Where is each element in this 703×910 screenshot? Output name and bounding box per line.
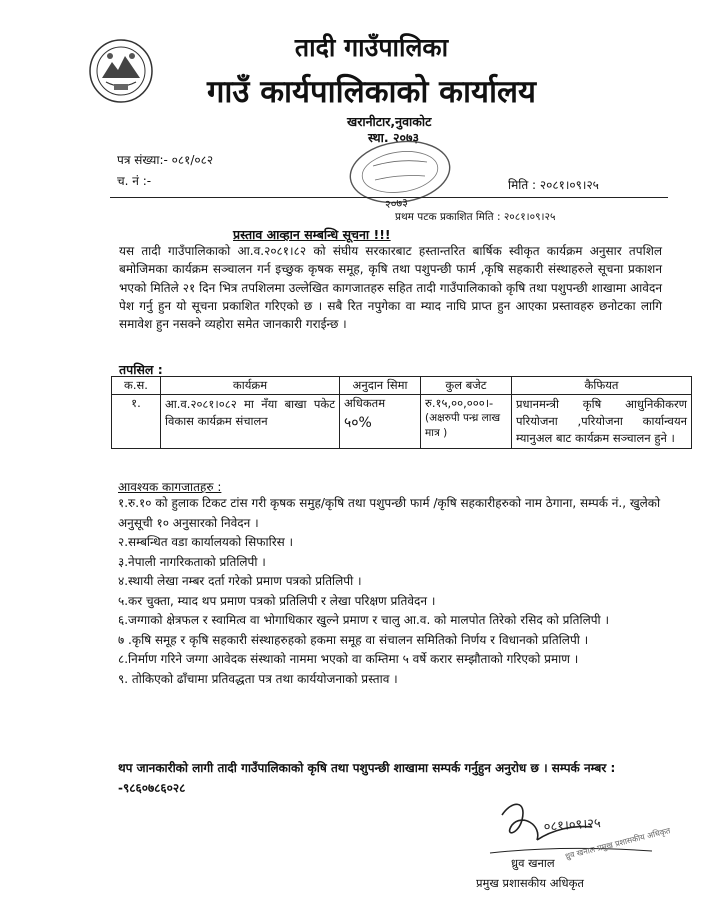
list-item: ८.निर्माण गरिने जग्गा आवेदक संस्थाको नाममा भएको वा कम्तिमा ५ वर्षे करार सम्झौताको गरिएको प्रमाण ।: [118, 652, 579, 666]
table-header: अनुदान सिमा: [340, 377, 421, 395]
first-published-date: प्रथम पटक प्रकाशित मिति : २०८१।०९।२५: [395, 211, 556, 223]
row-program: आ.व.२०८१।०८२ मा नँया बाखा पकेट विकास कार्यक्रम संचालन: [161, 395, 340, 449]
budget-amount: रु.१५,००,०००।-: [425, 396, 494, 410]
list-item: ३.नेपाली नागरिकताको प्रतिलिपी ।: [118, 554, 266, 569]
notice-body: यस तादी गाउँपालिकाको आ.व.२०८१।८२ को संघीय सरकारबाट हस्तान्तरित बार्षिक स्वीकृत कार्यक्रम अनुसार तपशिल बमोजिमका कार्यक्रम सञ्चालन गर्न इच्छुक कृषक समूह, कृषि तथा पशुपन्छी फार्म ,कृषि सहकारी संस्थाहरुले सूचना प्रकाशन भएको मितिले २१ दिन भित्र तपशिलमा उल्लेखित कागजातहरु सहित तादी गाउँपालिकाको कृषि तथा पशुपन्छी शाखामा आवेदन पेश गर्नु हुन यो सूचना प्रकाशित गरिएको छ । सबै रित नपुगेका वा म्याद नाघि प्राप्त हुन आएका प्रस्तावहरु छनोटका लागि समावेश हुन नसक्ने व्यहोरा समेत जानकारी गराईन्छ ।: [119, 244, 662, 332]
established-year: स्था. २०७३: [368, 130, 419, 145]
row-serial: १.: [112, 395, 161, 449]
signatory-name: ध्रुव खनाल: [511, 856, 555, 870]
municipality-name: तादी गाउँपालिका: [294, 33, 449, 62]
list-item: ५.कर चुक्ता, म्याद थप प्रमाण पत्रको प्रतिलिपी र लेखा परिक्षण प्रतिवेदन ।: [118, 593, 436, 608]
table-row: [112, 395, 692, 449]
signature-date: ०८१।०९।२५: [543, 816, 602, 835]
row-remarks: प्रधानमन्त्री कृषि आधुनिकीकरण परियोजना ,परियोजना कार्यान्वयन म्यानुअल बाट कार्यक्रम सञ्चालन हुने ।: [512, 395, 692, 449]
office-name: गाउँ कार्यपालिकाको कार्यालय: [206, 74, 537, 110]
list-item: १.रु.१० को हुलाक टिकट टांस गरी कृषक समुह/कृषि तथा पशुपन्छी फार्म /कृषि सहकारीहरुको नाम ठेगाना, सम्पर्क नं., खुलेको अनुसूची १० अनुसारको निवेदन ।: [118, 496, 661, 530]
program-table: [111, 376, 692, 449]
contact-note: थप जानकारीको लागी तादी गाउँपालिकाको कृषि तथा पशुपन्छी शाखामा सम्पर्क गर्नुहुन अनुरोध छ । सम्पर्क नम्बर : -९८६०७८६०२८: [118, 761, 616, 795]
header-divider: [110, 197, 668, 198]
office-address: खरानीटार,नुवाकोट: [347, 114, 432, 129]
subsidy-value: ५०%: [344, 415, 372, 431]
row-budget: [421, 395, 512, 449]
row-subsidy: [340, 395, 421, 449]
stamp-text: ध्रुव खनाल प्रमुख प्रशासकीय अधिकृत: [564, 826, 670, 861]
notice-subject: प्रस्ताव आव्हान सम्बन्धि सूचना !!!: [233, 227, 391, 242]
reference-number: पत्र संख्या:- ०८१/०८२: [117, 153, 214, 167]
signatory-title: प्रमुख प्रशासकीय अधिकृत: [476, 876, 584, 890]
table-header: कुल बजेट: [421, 377, 512, 395]
list-item: ७ .कृषि समूह र कृषि सहकारी संस्थाहरुहको हकमा समूह वा संचालन समितिको निर्णय र विधानको प्रतिलिपी ।: [118, 632, 589, 647]
documents-list: [118, 494, 663, 689]
list-item: ६.जग्गाको क्षेत्रफल र स्वामित्व वा भोगाधिकार खुल्ने प्रमाण र चालु आ.व. को मालपोत तिरेको रसिद को प्रतिलिपी ।: [118, 613, 609, 627]
signature-icon: [482, 795, 670, 863]
list-item: ९. तोकिएको ढाँचामा प्रतिवद्धता पत्र तथा कार्ययोजनाको प्रस्ताव ।: [118, 671, 398, 686]
budget-in-words: (अक्षरुपी पन्ध्र लाख मात्र ): [425, 412, 501, 439]
details-label: तपसिल :: [119, 362, 163, 377]
subsidy-label: अधिकतम: [344, 396, 386, 410]
letter-date: मिति : २०८१।०९।२५: [508, 178, 599, 192]
table-header: कार्यक्रम: [161, 377, 340, 395]
dispatch-number: च. नं :-: [117, 174, 152, 188]
table-header: कैफियत: [512, 377, 692, 395]
documents-heading: आवश्यक कागजातहरु :: [118, 480, 222, 494]
list-item: ४.स्थायी लेखा नम्बर दर्ता गरेको प्रमाण पत्रको प्रतिलिपी ।: [118, 574, 362, 588]
table-header: क.स.: [112, 377, 161, 395]
list-item: २.सम्बन्धित वडा कार्यालयको सिफारिस ।: [118, 535, 294, 549]
table-header-row: [112, 377, 692, 395]
seal-year: २०७३: [384, 195, 409, 212]
